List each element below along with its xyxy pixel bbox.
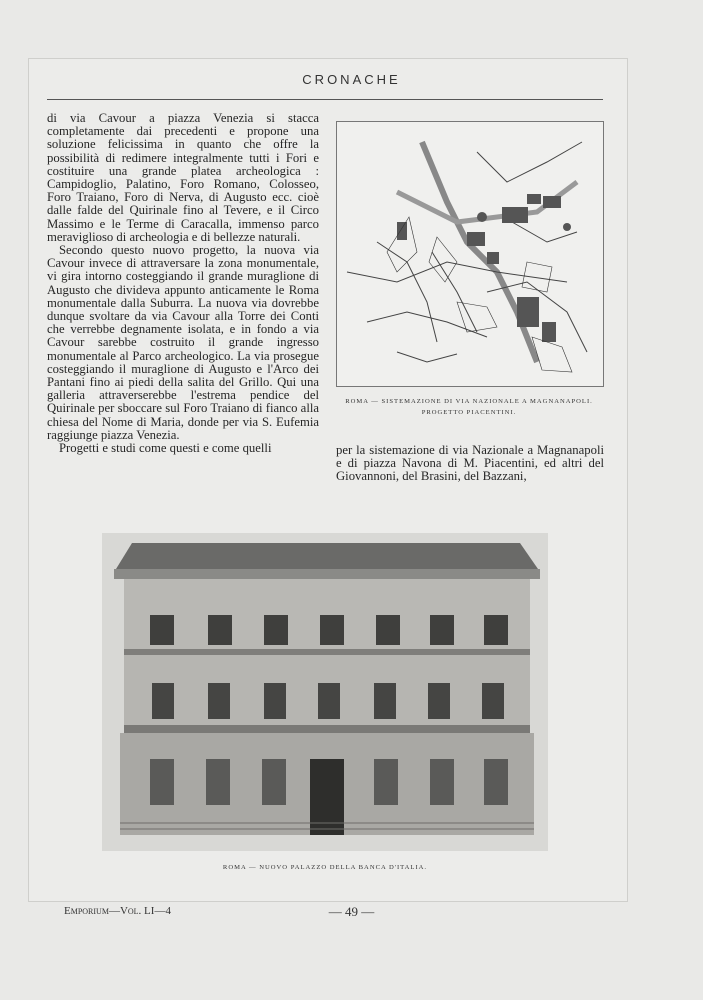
- street-plan-map: [337, 122, 603, 386]
- journal-reference: Emporium—Vol. LI—4: [64, 905, 171, 917]
- map-figure: [336, 121, 604, 387]
- building-illustration: [102, 533, 548, 851]
- running-head: CRONACHE: [302, 72, 401, 87]
- right-column: [336, 444, 604, 484]
- header-rule: [47, 99, 603, 100]
- paragraph: Progetti e studi come questi e come quelli: [59, 441, 272, 456]
- left-column: [47, 112, 319, 455]
- paragraph: Secondo questo nuovo progetto, la nuova via Cavour invece di attraversare la zona monumentale, vi gira intorno costeggiando il grande muraglione di Augusto che divideva appunto anticamente le Roma monumentale dalla Suburra. La nuova via dovrebbe dunque svoltare da via Cavour alla Torre dei Conti che verrebbe degnamente isolata, e in fondo a via Cavour sarebbe costruito il grande ingresso monumentale al Parco archeologico. La via prosegue costeggiando il muraglione di Augusto e l'Arco dei Pantani fino ai piedi della salita del Grillo. Qui una galleria attraverserebbe l'estrema pendice del Quirinale per sboccare sul Foro Traiano di fianco alla chiesa del Nome di Maria, donde per via S. Eufemia raggiunge piazza Venezia.: [47, 243, 319, 442]
- building-caption: ROMA — NUOVO PALAZZO DELLA BANCA D'ITALIA.: [222, 864, 428, 871]
- paragraph: di via Cavour a piazza Venezia si stacca completamente dai precedenti e propone una soluzione felicissima in quanto che offre la possibilità di redimere integralmente tutti i Fori e costituire una grande platea archeologica : Campidoglio, Palatino, Foro Romano, Colosseo, Foro Traiano, Foro di Nerva, di Augusto ecc. cioè dalle falde del Quirinale fino al Tevere, e il Circo Massimo e le Terme di Caracalla, immenso parco meraviglioso di archeologia e di bellezze naturali.: [47, 111, 319, 244]
- map-caption: [336, 396, 602, 418]
- map-caption-line: PROGETTO PIACENTINI.: [421, 409, 517, 416]
- paragraph: per la sistemazione di via Nazionale a Magnanapoli e di piazza Navona di M. Piacentini, ed altri del Giovannoni, del Brasini, del Bazzani,: [336, 443, 604, 484]
- page-number: — 49 —: [328, 904, 375, 919]
- map-caption-line: ROMA — SISTEMAZIONE DI VIA NAZIONALE A MAGNANAPOLI.: [345, 398, 593, 405]
- palazzo-drawing: [102, 533, 548, 851]
